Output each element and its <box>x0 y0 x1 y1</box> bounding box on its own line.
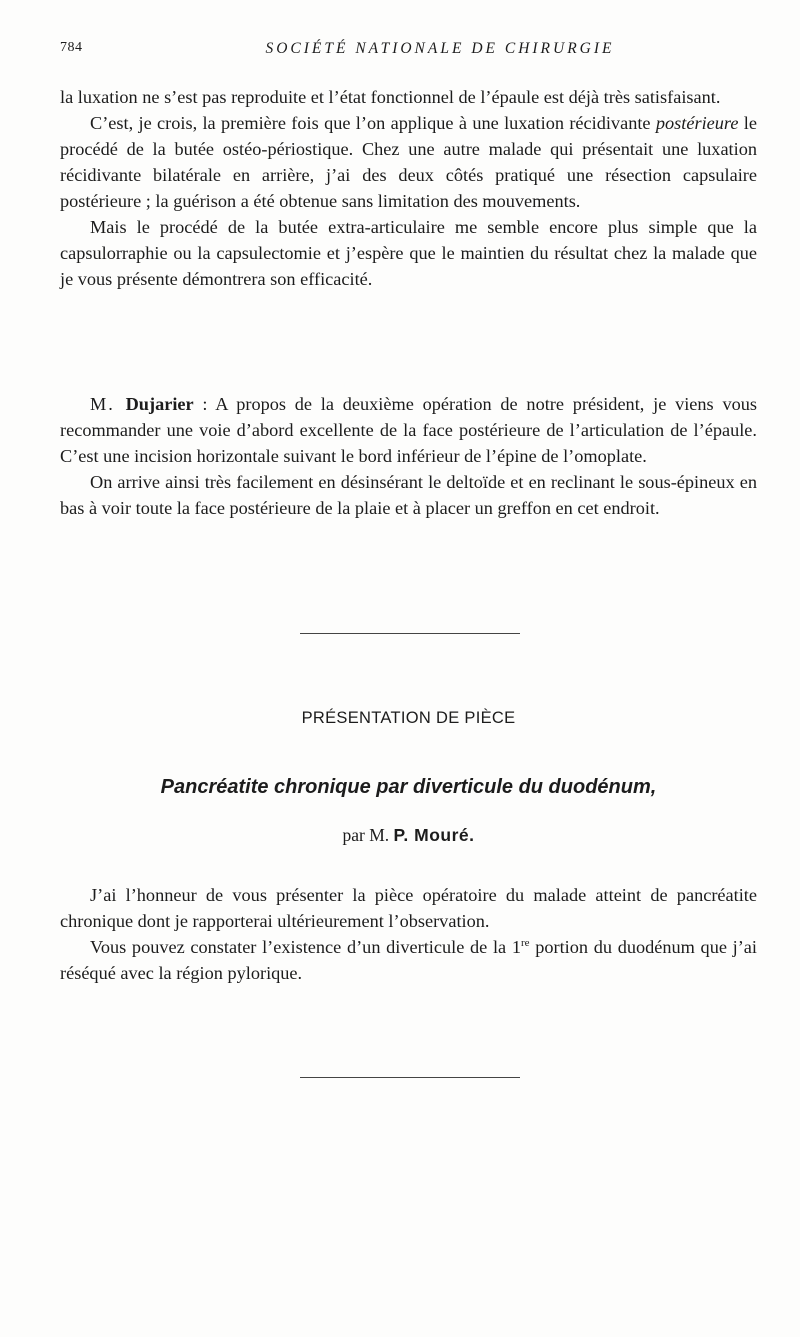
byline-author: P. Mouré. <box>393 825 475 845</box>
article-title: Pancréatite chronique par diverticule du duodénum, <box>160 776 657 798</box>
text-run: portion du duodénum que j’ai réséqué avec la région pylorique. <box>60 937 758 983</box>
page-header <box>60 40 760 62</box>
running-head: SOCIÉTÉ NATIONALE DE CHIRURGIE <box>265 40 615 57</box>
byline-prefix: par M. <box>342 825 394 845</box>
discussion-text <box>60 391 757 521</box>
paragraph <box>60 391 757 469</box>
text-run: C’est, je crois, la première fois que l’on applique à une luxation récidivante <box>90 113 656 133</box>
emphasis: postérieure <box>655 113 739 133</box>
divider-rule <box>300 1077 520 1078</box>
text-run: : A propos de la deuxième opération de notre président, je viens vous recommander une voie d’abord excellente de la face postérieure de l’articulation de l’épaule. C’est une incision horizontale suivant le bord inférieur de l’épine de l’omoplate. <box>60 394 757 466</box>
divider-rule <box>300 633 520 634</box>
paragraph <box>60 934 757 986</box>
section-heading: PRÉSENTATION DE PIÈCE <box>301 709 516 727</box>
speaker-prefix: M. <box>90 394 126 414</box>
text-run: le procédé de la butée ostéo-périostique. Chez une autre malade qui présentait une luxation récidivante bilatérale en arrière, j’ai des deux côtés pratiqué une résection capsulaire postérieure ; la guérison a été obtenue sans limitation des mouvements. <box>60 113 758 211</box>
continuation-text <box>60 84 757 292</box>
paragraph: Mais le procédé de la butée extra-articulaire me semble encore plus simple que la capsulorraphie ou la capsulectomie et j’espère que le maintien du résultat chez la malade que je vous présente démontrera son efficacité. <box>60 217 757 289</box>
paragraph: J’ai l’honneur de vous présenter la pièce opératoire du malade atteint de pancréatite chronique dont je rapporterai ultérieurement l’observation. <box>60 885 757 931</box>
paragraph: On arrive ainsi très facilement en désinsérant le deltoïde et en reclinant le sous-épineux en bas à voir toute la face postérieure de la plaie et à placer un greffon en cet endroit. <box>60 472 757 518</box>
byline <box>60 825 757 846</box>
page-number: 784 <box>60 40 83 55</box>
paragraph <box>60 110 757 214</box>
paragraph: la luxation ne s’est pas reproduite et l’état fonctionnel de l’épaule est déjà très satisfaisant. <box>60 87 721 107</box>
text-run: Vous pouvez constater l’existence d’un diverticule de la 1 <box>90 937 521 957</box>
article-text <box>60 882 757 986</box>
superscript: re <box>520 936 530 949</box>
speaker-name: Dujarier <box>125 394 194 414</box>
